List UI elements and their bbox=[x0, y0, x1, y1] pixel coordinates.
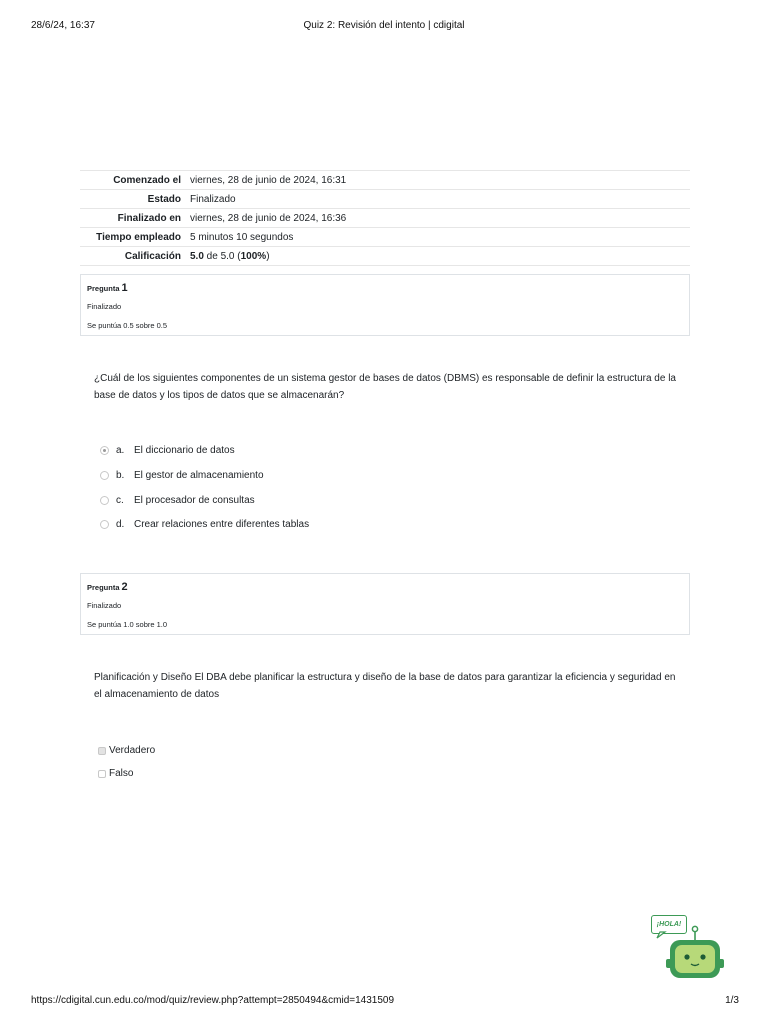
question-grade: Se puntúa 0.5 sobre 0.5 bbox=[87, 321, 168, 330]
grade-value bbox=[190, 247, 690, 266]
radio-icon[interactable] bbox=[100, 520, 109, 529]
question-number bbox=[87, 282, 128, 294]
option-label: El diccionario de datos bbox=[134, 445, 235, 456]
option-label: El procesador de consultas bbox=[134, 495, 255, 506]
summary-row bbox=[80, 228, 690, 247]
radio-selected-icon[interactable] bbox=[100, 446, 109, 455]
summary-value: Finalizado bbox=[190, 193, 236, 205]
summary-row bbox=[80, 247, 690, 266]
option-letter: c. bbox=[116, 495, 124, 506]
summary-label: Tiempo empleado bbox=[96, 231, 181, 243]
question-1-info bbox=[80, 274, 690, 336]
grade-score: 5.0 bbox=[190, 250, 204, 262]
option-letter: d. bbox=[116, 519, 125, 530]
attempt-summary-table bbox=[80, 170, 690, 266]
option-letter: b. bbox=[116, 470, 125, 481]
radio-icon[interactable] bbox=[100, 496, 109, 505]
option-label: Verdadero bbox=[109, 745, 156, 756]
summary-row bbox=[80, 171, 690, 190]
question-number-value: 2 bbox=[121, 581, 128, 593]
answer-option-a[interactable] bbox=[100, 445, 235, 456]
question-state: Finalizado bbox=[87, 302, 122, 311]
answer-option-false[interactable] bbox=[98, 768, 133, 779]
question-number-value: 1 bbox=[121, 282, 128, 294]
print-datetime: 28/6/24, 16:37 bbox=[31, 20, 95, 31]
summary-value: viernes, 28 de junio de 2024, 16:36 bbox=[190, 212, 347, 224]
print-page-number: 1/3 bbox=[725, 995, 739, 1006]
summary-value: viernes, 28 de junio de 2024, 16:31 bbox=[190, 174, 347, 186]
question-state: Finalizado bbox=[87, 601, 122, 610]
summary-label: Estado bbox=[147, 193, 181, 205]
grade-close: ) bbox=[266, 250, 270, 262]
summary-row bbox=[80, 209, 690, 228]
answer-option-c[interactable] bbox=[100, 495, 255, 506]
question-prefix: Pregunta bbox=[87, 284, 120, 293]
answer-option-b[interactable] bbox=[100, 470, 264, 481]
option-icon[interactable] bbox=[98, 770, 106, 778]
question-2-info bbox=[80, 573, 690, 635]
question-2-text: Planificación y Diseño El DBA debe planificar la estructura y diseño de la base de datos para garantizar la eficiencia y seguridad en el almacenamiento de datos bbox=[94, 672, 676, 700]
option-letter: a. bbox=[116, 445, 125, 456]
print-page-title: Quiz 2: Revisión del intento | cdigital bbox=[303, 20, 465, 31]
question-1-text: ¿Cuál de los siguientes componentes de un sistema gestor de bases de datos (DBMS) es responsable de definir la estructura de la base de datos y los tipos de datos que se almacenarán? bbox=[94, 373, 676, 401]
question-number bbox=[87, 581, 128, 593]
option-label: Crear relaciones entre diferentes tablas bbox=[134, 519, 310, 530]
robot-icon bbox=[648, 910, 728, 985]
radio-icon[interactable] bbox=[100, 471, 109, 480]
question-grade: Se puntúa 1.0 sobre 1.0 bbox=[87, 620, 168, 629]
grade-percent: 100% bbox=[240, 250, 267, 262]
answer-option-true[interactable] bbox=[98, 745, 155, 756]
summary-label: Comenzado el bbox=[113, 174, 181, 186]
option-label: El gestor de almacenamiento bbox=[134, 470, 264, 481]
summary-row bbox=[80, 190, 690, 209]
selected-option-icon[interactable] bbox=[98, 747, 106, 755]
answer-option-d[interactable] bbox=[100, 519, 309, 530]
grade-of: de 5.0 ( bbox=[203, 250, 241, 262]
print-url: https://cdigital.cun.edu.co/mod/quiz/review.php?attempt=2850494&cmid=1431509 bbox=[31, 995, 395, 1006]
chat-bot-widget[interactable] bbox=[648, 910, 728, 985]
summary-label: Calificación bbox=[124, 250, 181, 262]
summary-value: 5 minutos 10 segundos bbox=[190, 231, 294, 243]
question-prefix: Pregunta bbox=[87, 583, 120, 592]
summary-label: Finalizado en bbox=[117, 212, 181, 224]
greeting-bubble: ¡HOLA! bbox=[651, 915, 687, 934]
option-label: Falso bbox=[109, 768, 134, 779]
